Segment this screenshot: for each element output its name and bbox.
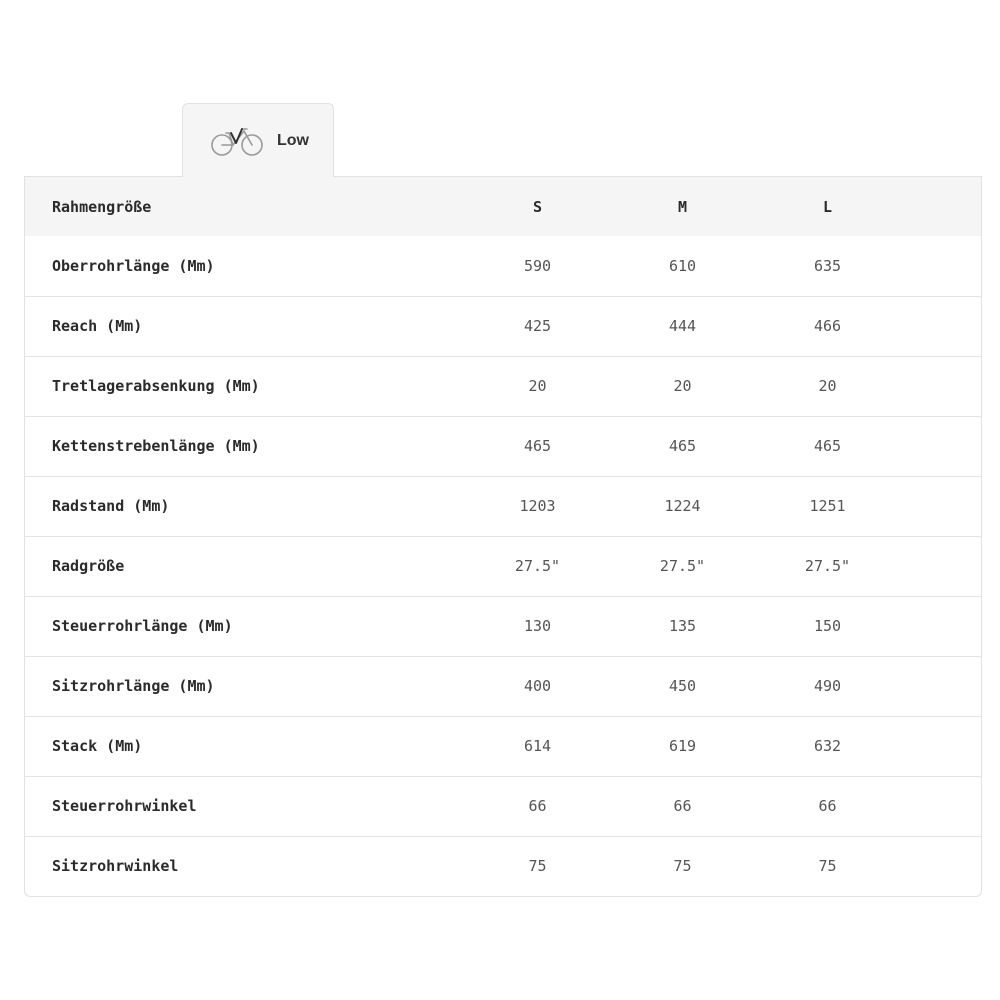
cell-spacer [900, 596, 981, 656]
cell-s: 1203 [465, 476, 610, 536]
cell-m: 619 [610, 716, 755, 776]
cell-l: 466 [755, 296, 900, 356]
table-row [25, 716, 981, 776]
cell-l: 635 [755, 236, 900, 296]
header-size-s: S [532, 197, 543, 216]
header-size-m: M [677, 197, 688, 216]
cell-s: 27.5" [465, 536, 610, 596]
cell-l: 1251 [755, 476, 900, 536]
cell-spacer [900, 356, 981, 416]
table-row [25, 776, 981, 836]
cell-spacer [900, 416, 981, 476]
cell-m: 465 [610, 416, 755, 476]
cell-m: 66 [610, 776, 755, 836]
row-label: Reach (Mm) [25, 296, 465, 356]
table-header-row [25, 177, 981, 236]
row-label: Kettenstrebenlänge (Mm) [25, 416, 465, 476]
bike-icon [209, 123, 265, 159]
table-row [25, 236, 981, 296]
tab-label: Low [277, 131, 309, 149]
cell-s: 590 [465, 236, 610, 296]
cell-l: 150 [755, 596, 900, 656]
cell-spacer [900, 296, 981, 356]
table-row [25, 416, 981, 476]
table-row [25, 356, 981, 416]
cell-m: 450 [610, 656, 755, 716]
cell-m: 610 [610, 236, 755, 296]
cell-spacer [900, 656, 981, 716]
cell-s: 465 [465, 416, 610, 476]
table-row [25, 656, 981, 716]
table-row [25, 596, 981, 656]
cell-l: 20 [755, 356, 900, 416]
cell-spacer [900, 776, 981, 836]
cell-spacer [900, 716, 981, 776]
cell-s: 66 [465, 776, 610, 836]
header-frame-size: Rahmengröße [52, 197, 152, 216]
cell-spacer [900, 836, 981, 896]
cell-l: 490 [755, 656, 900, 716]
cell-l: 75 [818, 857, 837, 876]
table-row [25, 296, 981, 356]
cell-l: 632 [755, 716, 900, 776]
row-label: Radgröße [25, 536, 465, 596]
geometry-table [24, 176, 982, 897]
table-row [25, 536, 981, 596]
cell-l: 465 [755, 416, 900, 476]
header-size-l: L [822, 197, 833, 216]
cell-s: 130 [465, 596, 610, 656]
table-row [25, 836, 981, 896]
cell-l: 27.5" [755, 536, 900, 596]
row-label: Steuerrohrwinkel [25, 776, 465, 836]
cell-m: 444 [610, 296, 755, 356]
cell-s: 75 [528, 857, 547, 876]
table-row [25, 476, 981, 536]
cell-s: 425 [465, 296, 610, 356]
cell-s: 614 [465, 716, 610, 776]
row-label: Sitzrohrwinkel [52, 857, 179, 876]
tab-low[interactable] [182, 103, 334, 177]
row-label: Oberrohrlänge (Mm) [25, 236, 465, 296]
cell-spacer [900, 476, 981, 536]
cell-m: 1224 [610, 476, 755, 536]
cell-s: 20 [465, 356, 610, 416]
cell-m: 135 [610, 596, 755, 656]
cell-l: 66 [755, 776, 900, 836]
header-spacer [900, 177, 981, 236]
row-label: Stack (Mm) [25, 716, 465, 776]
cell-m: 20 [610, 356, 755, 416]
row-label: Tretlagerabsenkung (Mm) [25, 356, 465, 416]
cell-m: 27.5" [610, 536, 755, 596]
cell-m: 75 [673, 857, 692, 876]
row-label: Sitzrohrlänge (Mm) [25, 656, 465, 716]
cell-spacer [900, 236, 981, 296]
cell-s: 400 [465, 656, 610, 716]
row-label: Radstand (Mm) [25, 476, 465, 536]
row-label: Steuerrohrlänge (Mm) [25, 596, 465, 656]
cell-spacer [900, 536, 981, 596]
